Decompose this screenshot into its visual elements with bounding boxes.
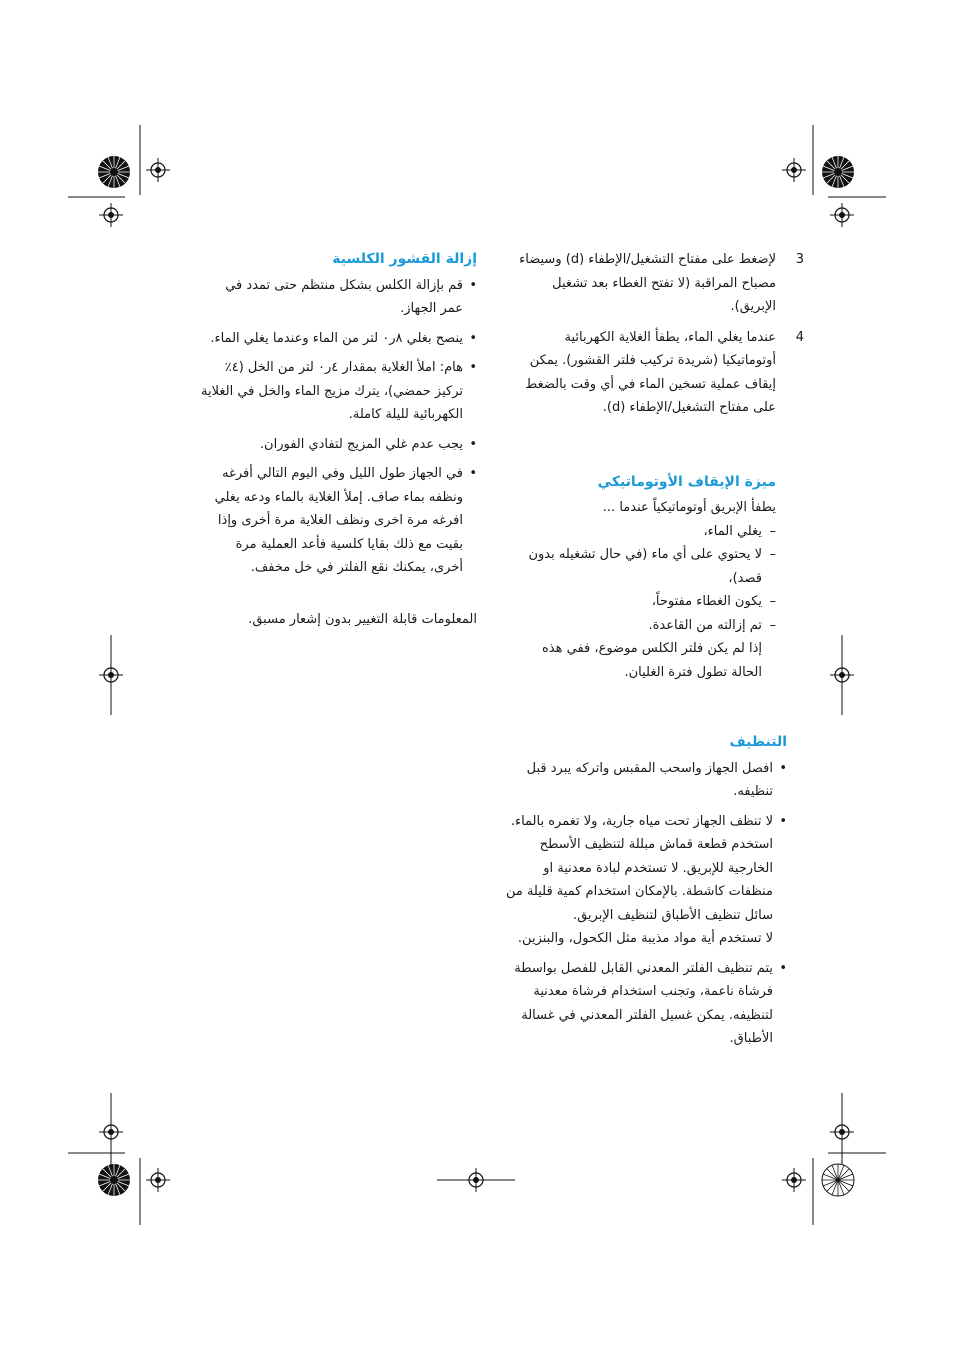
cleaning-item-note: لا تستخدم أية مواد مذيبة مثل الكحول، والبنزين. xyxy=(517,931,773,946)
cleaning-section xyxy=(505,731,787,1057)
list-item: – يكون الغطاء مفتوحاً، xyxy=(510,590,776,614)
change-notice: المعلومات قابلة التغيير بدون إشعار مسبق. xyxy=(248,611,477,627)
steps-list xyxy=(510,248,804,420)
instructions-column-left xyxy=(200,248,477,631)
starburst-icon xyxy=(98,156,130,188)
step-item xyxy=(510,248,804,319)
list-item: • يتم تنظيف الفلتر المعدني القابل للفصل بواسطة فرشاة ناعمة، وتجنب استخدام فرشاة معدنية لتنظيفه. يمكن غسيل الفلتر المعدني في غسالة الأطباق. xyxy=(505,957,787,1051)
list-item: – لا يحتوي على أي ماء (في حال تشغيله بدون قصد)، xyxy=(510,543,776,590)
auto-shutoff-heading: ميزة الإيقاف الأوتوماتيكي xyxy=(597,473,776,490)
cleaning-item-text: لا تنظف الجهاز تحت مياه جارية، ولا تغمره بالماء. استخدم قطعة قماش مبللة لتنظيف الأسطح الخارجية للإبريق. لا تستخدم لبادة معدنية او منظفات كاشطة. بالإمكان استخدام كمية قليلة من سائل تنظيف الأطباق لتنظيف الإبريق. xyxy=(505,813,773,923)
starburst-icon xyxy=(822,1164,854,1196)
registration-icon xyxy=(146,158,170,182)
instructions-column-right xyxy=(510,248,804,684)
auto-shutoff-list xyxy=(510,520,776,638)
registration-icon xyxy=(782,1168,806,1192)
step-number: 4 xyxy=(795,329,804,345)
registration-icon xyxy=(99,663,123,687)
starburst-icon xyxy=(822,156,854,188)
auto-shutoff-note: إذا لم يكن فلتر الكلس موضوع، ففي هذه الحالة تطول فترة الغليان. xyxy=(542,641,762,680)
list-item: • ينصح بغلي ٨ر٠ لتر من الماء وعندما يغلي الماء. xyxy=(200,327,477,351)
registration-icon xyxy=(146,1168,170,1192)
list-item xyxy=(505,810,787,951)
step-number: 3 xyxy=(795,252,804,267)
list-item: – تم إزالته من القاعدة. xyxy=(510,614,776,638)
registration-icon xyxy=(830,1120,854,1144)
step-text: عندما يغلي الماء، يطفأ الغلاية الكهربائية أوتوماتيكيا (شريدة تركيب فلتر القشور). يمكن إيقاف عملية تسخين الماء في أي وقت بالضغط على مفتاح التشغيل/الإطفاء (d). xyxy=(525,329,776,415)
cleaning-list xyxy=(505,757,787,1051)
cleaning-heading: التنظيف xyxy=(729,734,787,750)
starburst-icon xyxy=(98,1164,130,1196)
step-item xyxy=(510,326,804,420)
list-item: • في الجهاز طول الليل وفي اليوم التالي أفرغه ونظفه بماء صاف. إملأ الغلاية بالماء ودعه يغلي افرغه مرة اخرى ونظف الغلاية مرة أخرى وإذا بقيت مع ذلك بقايا كلسية فأعد العملية مرة أخرى، يمكنك نقع الفلتر في خل مخفف. xyxy=(200,462,477,580)
registration-icon xyxy=(830,663,854,687)
step-text: لإضغط على مفتاح التشغيل/الإطفاء (d) وسيضاء مصباح المراقبة (لا تفتح الغطاء بعد تشغيل الإبريق). xyxy=(519,252,776,314)
list-item: • قم بإزالة الكلس بشكل منتظم حتى تمدد في عمر الجهاز. xyxy=(200,274,477,321)
registration-icon xyxy=(782,158,806,182)
list-item: • يجب عدم غلي المزيج لتفادي الفوران. xyxy=(200,433,477,457)
list-item: – يغلي الماء، xyxy=(510,520,776,544)
registration-icon xyxy=(99,203,123,227)
list-item: • هام: املأ الغلاية بمقدار ٤ر٠ لتر من الخل (٤٪ تركيز حمضي)، يترك مزيج الماء والخل في الغلاية الكهربائية لليلة كاملة. xyxy=(200,356,477,427)
auto-shutoff-intro: يطفأ الإبريق أوتوماتيكياً عندما ... xyxy=(602,500,776,515)
descaling-list xyxy=(200,274,477,580)
descaling-heading: إزالة القشور الكلسية xyxy=(332,251,477,267)
registration-icon xyxy=(830,203,854,227)
registration-icon xyxy=(99,1120,123,1144)
registration-icon xyxy=(464,1168,488,1192)
list-item: • افصل الجهاز واسحب المقبس واتركه يبرد قبل تنظيفه. xyxy=(505,757,787,804)
